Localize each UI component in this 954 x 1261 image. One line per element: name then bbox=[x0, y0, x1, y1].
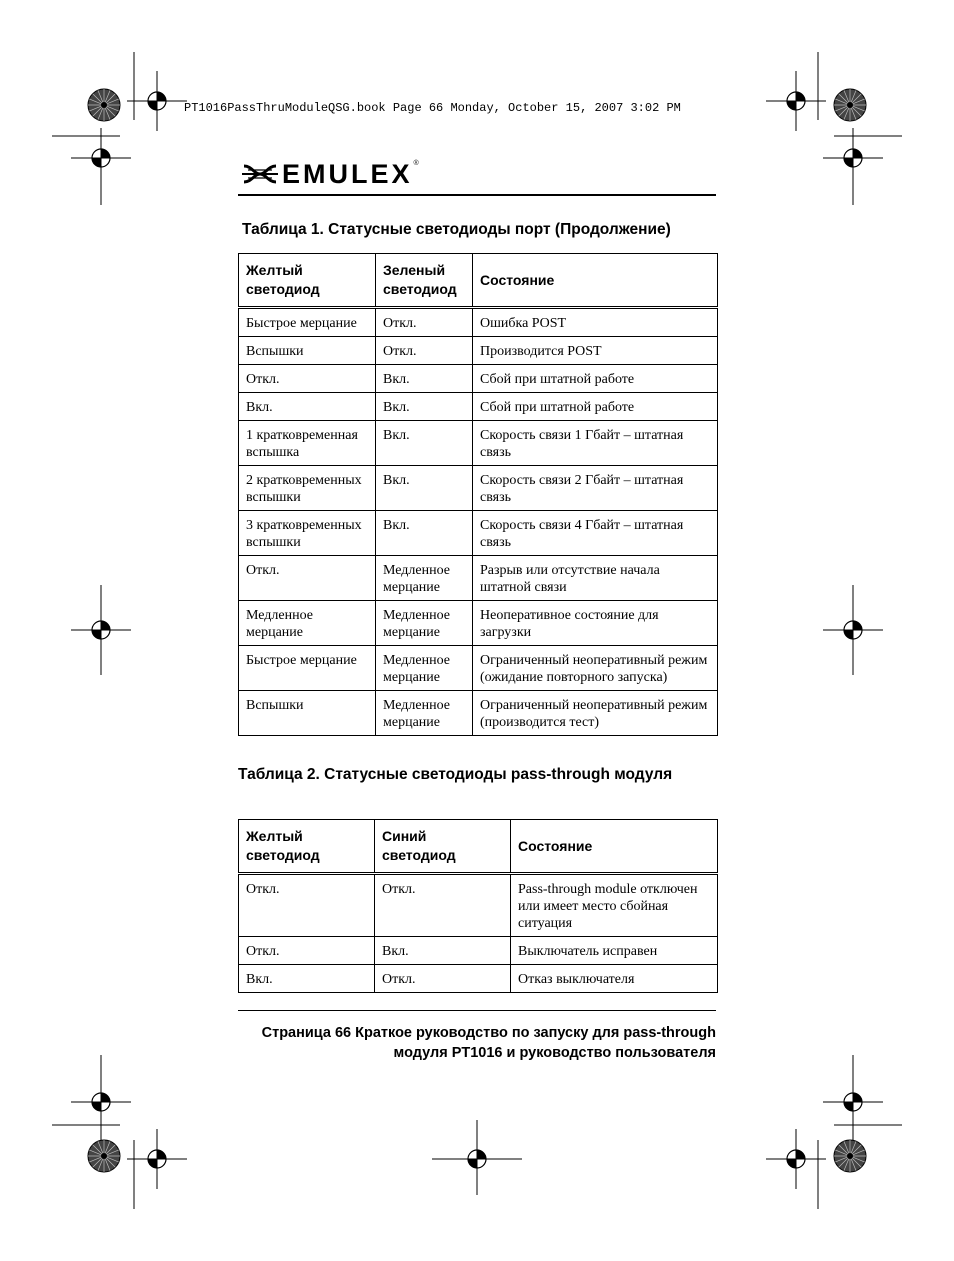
table-cell: Откл. bbox=[239, 365, 376, 393]
table-cell: Медленное мерцание bbox=[376, 691, 473, 736]
footer-line-2: модуля PT1016 и руководство пользователя bbox=[393, 1045, 716, 1061]
table-cell: Ограниченный неоперативный режим (производится тест) bbox=[473, 691, 718, 736]
table-cell: Медленное мерцание bbox=[376, 601, 473, 646]
table-cell: Откл. bbox=[239, 874, 375, 937]
table-cell: Скорость связи 1 Гбайт – штатная связь bbox=[473, 421, 718, 466]
table-cell: Вспышки bbox=[239, 337, 376, 365]
table2-header-row bbox=[239, 820, 718, 874]
table-row bbox=[239, 965, 718, 993]
emulex-logo-icon bbox=[242, 161, 278, 187]
table-row bbox=[239, 646, 718, 691]
table-cell: Откл. bbox=[376, 308, 473, 337]
table-row bbox=[239, 393, 718, 421]
table2 bbox=[238, 819, 718, 993]
table-cell: Медленное мерцание bbox=[376, 556, 473, 601]
table-cell: Вкл. bbox=[376, 393, 473, 421]
logo-text: EMULEX bbox=[282, 159, 413, 189]
table-row bbox=[239, 691, 718, 736]
table-cell: Медленное мерцание bbox=[239, 601, 376, 646]
table-cell: Быстрое мерцание bbox=[239, 646, 376, 691]
table-cell: Вкл. bbox=[376, 511, 473, 556]
page-footer bbox=[238, 1023, 716, 1063]
table2-caption: Таблица 2. Статусные светодиоды pass-through модуля bbox=[238, 766, 673, 783]
table-cell: 2 кратковременных вспышки bbox=[239, 466, 376, 511]
table-cell: Неоперативное состояние для загрузки bbox=[473, 601, 718, 646]
table1-header-row bbox=[239, 254, 718, 308]
table-cell: Разрыв или отсутствие начала штатной связи bbox=[473, 556, 718, 601]
table-cell: Медленное мерцание bbox=[376, 646, 473, 691]
table-row bbox=[239, 337, 718, 365]
table-cell: Скорость связи 4 Гбайт – штатная связь bbox=[473, 511, 718, 556]
footer-rule bbox=[238, 1010, 716, 1011]
table-row bbox=[239, 466, 718, 511]
table-row bbox=[239, 601, 718, 646]
table-cell: Быстрое мерцание bbox=[239, 308, 376, 337]
table-cell: Pass-through module отключен или имеет место сбойная ситуация bbox=[511, 874, 718, 937]
header-rule bbox=[238, 194, 716, 196]
table-cell: Откл. bbox=[239, 937, 375, 965]
table-cell: Скорость связи 2 Гбайт – штатная связь bbox=[473, 466, 718, 511]
table-cell: Вспышки bbox=[239, 691, 376, 736]
table-cell: 3 кратковременных вспышки bbox=[239, 511, 376, 556]
table-cell: Вкл. bbox=[239, 965, 375, 993]
table2-header-state: Состояние bbox=[511, 820, 718, 874]
table-cell: Выключатель исправен bbox=[511, 937, 718, 965]
table-cell: Вкл. bbox=[375, 937, 511, 965]
table-cell: 1 кратковременная вспышка bbox=[239, 421, 376, 466]
table-row bbox=[239, 308, 718, 337]
table-cell: Вкл. bbox=[376, 421, 473, 466]
logo-registered-mark: ® bbox=[413, 160, 419, 167]
table-cell: Сбой при штатной работе bbox=[473, 365, 718, 393]
table-row bbox=[239, 365, 718, 393]
table-cell: Вкл. bbox=[376, 466, 473, 511]
table-cell: Откл. bbox=[239, 556, 376, 601]
table-row bbox=[239, 421, 718, 466]
table1-caption: Таблица 1. Статусные светодиоды порт (Продолжение) bbox=[242, 221, 671, 238]
table-cell: Вкл. bbox=[239, 393, 376, 421]
table-row bbox=[239, 874, 718, 937]
table-row bbox=[239, 556, 718, 601]
table-cell: Ограниченный неоперативный режим (ожидание повторного запуска) bbox=[473, 646, 718, 691]
table2-header-blue: Синий светодиод bbox=[375, 820, 511, 874]
table-cell: Откл. bbox=[375, 874, 511, 937]
table-cell: Сбой при штатной работе bbox=[473, 393, 718, 421]
table1 bbox=[238, 253, 718, 736]
table-cell: Производится POST bbox=[473, 337, 718, 365]
table-cell: Вкл. bbox=[376, 365, 473, 393]
table1-header-yellow: Желтый светодиод bbox=[239, 254, 376, 308]
table1-header-state: Состояние bbox=[473, 254, 718, 308]
emulex-logo bbox=[242, 160, 419, 188]
table-cell: Откл. bbox=[376, 337, 473, 365]
print-header: PT1016PassThruModuleQSG.book Page 66 Monday, October 15, 2007 3:02 PM bbox=[184, 101, 681, 115]
footer-line-1: Страница 66 Краткое руководство по запуску для pass-through bbox=[261, 1025, 716, 1041]
table1-header-green: Зеленый светодиод bbox=[376, 254, 473, 308]
table2-header-yellow: Желтый светодиод bbox=[239, 820, 375, 874]
table-row bbox=[239, 937, 718, 965]
table-cell: Откл. bbox=[375, 965, 511, 993]
table-cell: Ошибка POST bbox=[473, 308, 718, 337]
table-cell: Отказ выключателя bbox=[511, 965, 718, 993]
table-row bbox=[239, 511, 718, 556]
